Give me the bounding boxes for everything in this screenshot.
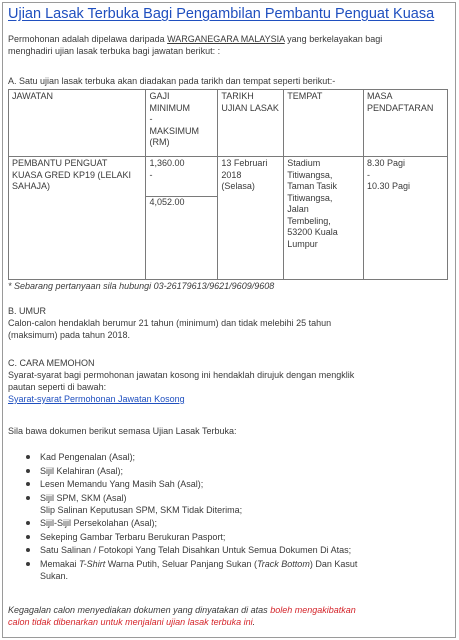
- cell-tempat-line: Jalan: [287, 204, 309, 214]
- list-item-text: Lesen Memandu Yang Masih Sah (Asal);: [40, 479, 204, 489]
- list-item: [26, 531, 357, 543]
- list-item-subtext: Slip Salinan Keputusan SPM, SKM Tidak Diterima;: [40, 504, 243, 515]
- section-c-heading: C. CARA MEMOHON: [8, 358, 95, 368]
- bullet-icon: [26, 469, 30, 473]
- section-b: [8, 305, 331, 341]
- header-gaji: [146, 90, 218, 157]
- list-item-subtext: Sukan.: [40, 570, 69, 581]
- cell-jawatan: [9, 157, 146, 280]
- intro-line2: menghadiri ujian lasak terbuka bagi jawatan berikut: :: [8, 46, 221, 56]
- last-item-part: Warna Putih, Seluar Panjang Sukan (: [105, 558, 257, 569]
- list-item: [26, 478, 357, 490]
- cell-tempat: [284, 157, 364, 280]
- gaji-dash: -: [149, 169, 153, 180]
- list-item: [26, 492, 357, 516]
- intro-post: yang berkelayakan bagi: [284, 34, 383, 44]
- cell-jawatan-line: PEMBANTU PENGUAT: [12, 158, 108, 168]
- header-gaji-line: MINIMUM: [149, 102, 190, 113]
- cell-tempat-line: Stadium: [287, 158, 321, 168]
- warning-red-text: calon tidak dibenarkan untuk menjalani ujian lasak terbuka ini: [8, 617, 253, 627]
- cell-tempat-line: 53200 Kuala: [287, 227, 338, 237]
- documents-intro: Sila bawa dokumen berikut semasa Ujian Lasak Terbuka:: [8, 426, 237, 436]
- list-item-text: Sijil Kelahiran (Asal);: [40, 465, 124, 476]
- intro-paragraph: [8, 33, 382, 57]
- cell-gaji-max: [146, 196, 217, 279]
- header-gaji-line: MAKSIMUM: [149, 125, 199, 136]
- bullet-icon: [26, 496, 30, 500]
- list-item-text: [40, 558, 357, 570]
- header-masa-line: MASA: [367, 91, 393, 101]
- requirements-link[interactable]: Syarat-syarat Permohonan Jawatan Kosong: [8, 394, 185, 404]
- cell-tempat-line: Titiwangsa,: [287, 169, 333, 180]
- header-tarikh-line: TARIKH: [221, 91, 254, 101]
- last-item-part: Memakai: [40, 558, 80, 569]
- list-item-text: Kad Pengenalan (Asal);: [40, 452, 136, 462]
- cell-masa-line: -: [367, 169, 371, 180]
- warning-red-text: boleh mengakibatkan: [270, 605, 356, 615]
- last-item-italic: Track Bottom: [256, 558, 310, 569]
- header-tarikh-line: UJIAN LASAK: [221, 102, 279, 113]
- header-tempat: TEMPAT: [284, 90, 364, 157]
- cell-tarikh: [218, 157, 284, 280]
- cell-tempat-line: Tembeling,: [287, 215, 331, 226]
- list-item-text: Sekeping Gambar Terbaru Berukuran Pasport;: [40, 531, 226, 542]
- header-masa-line: PENDAFTARAN: [367, 102, 434, 113]
- cell-tempat-line: Titiwangsa,: [287, 192, 333, 203]
- list-item-text: Sijil SPM, SKM (Asal): [40, 492, 127, 503]
- header-masa: [364, 90, 448, 157]
- bullet-icon: [26, 455, 30, 459]
- cell-tarikh-line: 2018: [221, 169, 242, 180]
- list-item: [26, 544, 357, 556]
- header-gaji-line: -: [149, 114, 153, 124]
- table-header-row: [9, 90, 448, 157]
- header-gaji-line: GAJI: [149, 91, 170, 101]
- section-b-heading: B. UMUR: [8, 306, 46, 316]
- section-b-line: Calon-calon hendaklah berumur 21 tahun (minimum) dan tidak melebihi 25 tahun: [8, 318, 332, 328]
- last-item-part: ) Dan Kasut: [309, 558, 358, 569]
- warning-note: [8, 604, 356, 628]
- list-item: [26, 451, 357, 463]
- header-gaji-line: (RM): [149, 137, 170, 147]
- header-tarikh: [218, 90, 284, 157]
- enquiry-note: * Sebarang pertanyaan sila hubungi 03-26179613/9621/9609/9608: [8, 281, 275, 291]
- cell-masa-line: 8.30 Pagi: [367, 158, 406, 168]
- warning-text: .: [252, 617, 256, 627]
- cell-jawatan-line: SAHAJA): [12, 181, 51, 191]
- bullet-icon: [26, 535, 30, 539]
- bullet-icon: [26, 482, 30, 486]
- intro-pre: Permohonan adalah dipelawa daripada: [8, 34, 168, 44]
- page-title: Ujian Lasak Terbuka Bagi Pengambilan Pembantu Penguat Kuasa: [8, 6, 435, 22]
- cell-gaji: [146, 157, 218, 280]
- section-a-text: A. Satu ujian lasak terbuka akan diadakan pada tarikh dan tempat seperti berikut:-: [8, 76, 336, 86]
- cell-tempat-line: Lumpur: [287, 238, 318, 249]
- bullet-icon: [26, 521, 30, 525]
- schedule-table: [8, 89, 448, 280]
- cell-gaji-min: [149, 158, 214, 196]
- section-c-line: pautan seperti di bawah:: [8, 382, 107, 392]
- bullet-icon: [26, 562, 30, 566]
- header-jawatan: JAWATAN: [9, 90, 146, 157]
- section-c: [8, 357, 354, 405]
- cell-tarikh-line: 13 Februari: [221, 158, 268, 168]
- bullet-icon: [26, 548, 30, 552]
- list-item-text: Sijil-Sijil Persekolahan (Asal);: [40, 518, 158, 528]
- section-c-line: Syarat-syarat bagi permohonan jawatan kosong ini hendaklah dirujuk dengan mengklik: [8, 370, 355, 380]
- documents-list: [26, 451, 357, 582]
- list-item: [26, 517, 357, 529]
- gaji-min-value: 1,360.00: [149, 158, 185, 168]
- cell-jawatan-line: KUASA GRED KP19 (LELAKI: [12, 169, 132, 180]
- table-row: [9, 157, 448, 280]
- cell-tarikh-line: (Selasa): [221, 181, 255, 191]
- warning-text: Kegagalan calon menyediakan dokumen yang dinyatakan di atas: [8, 605, 271, 615]
- intro-highlight: WARGANEGARA MALAYSIA: [167, 34, 285, 44]
- list-item: [26, 558, 357, 582]
- cell-masa-line: 10.30 Pagi: [367, 181, 411, 191]
- list-item-text: Satu Salinan / Fotokopi Yang Telah Disahkan Untuk Semua Dokumen Di Atas;: [40, 545, 352, 555]
- list-item: [26, 465, 357, 477]
- cell-tempat-line: Taman Tasik: [287, 181, 338, 191]
- section-b-line: (maksimum) pada tahun 2018.: [8, 330, 131, 340]
- cell-masa: [364, 157, 448, 280]
- gaji-max-value: 4,052.00: [149, 197, 185, 207]
- last-item-italic: T-Shirt: [79, 558, 106, 569]
